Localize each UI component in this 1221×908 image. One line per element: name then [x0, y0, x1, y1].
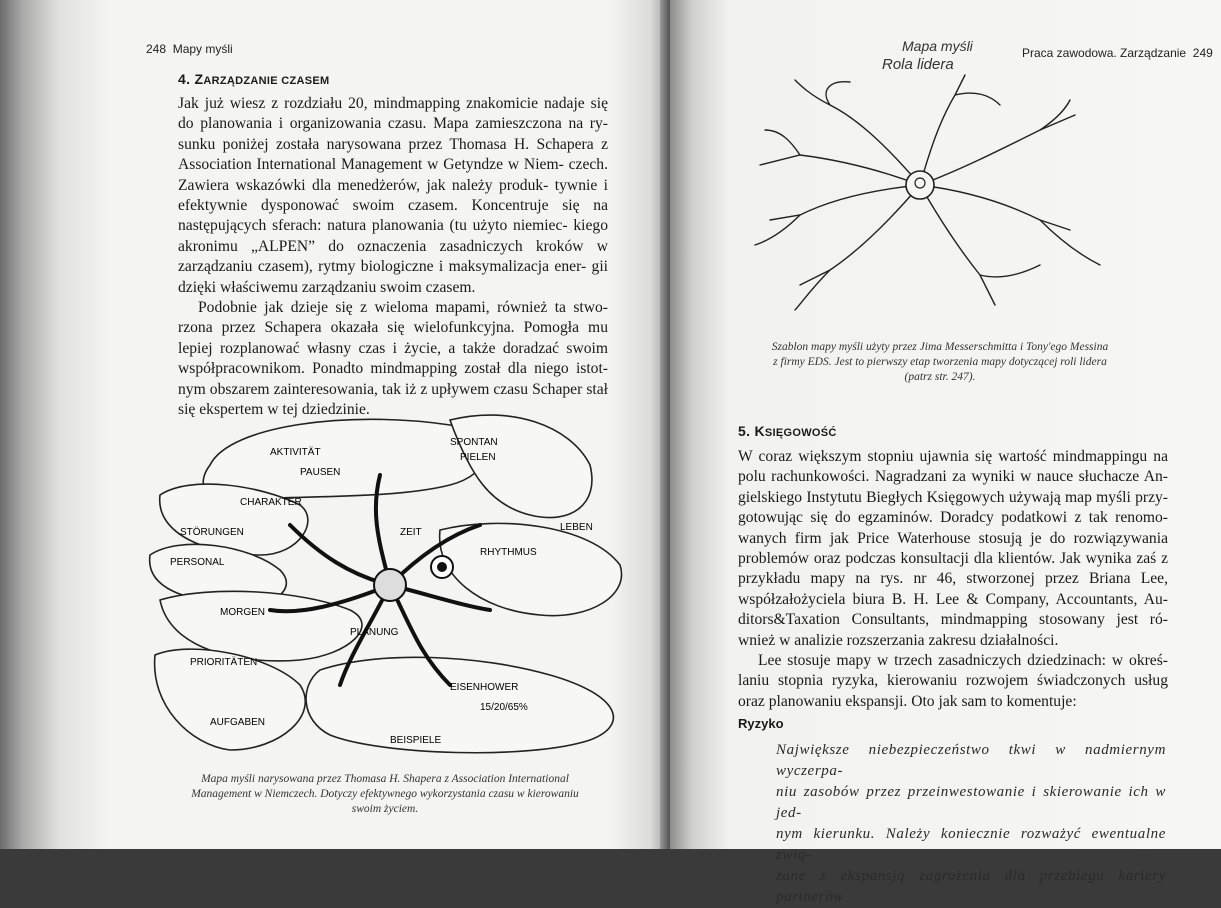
template-branch	[1040, 100, 1070, 130]
caption-line: Szablon mapy myśli użyty przez Jima Messerschmitta i Tony'ego Messina	[771, 341, 1109, 353]
text-line: z przykładu mapy na rys. nr 46, stworzonej przez Briana Lee,	[738, 550, 1168, 588]
template-branch	[795, 270, 830, 310]
template-branch	[1040, 220, 1100, 265]
map-label: CHARAKTER	[240, 497, 302, 508]
template-branch	[795, 80, 920, 185]
section-number: 5.	[738, 423, 751, 439]
template-branch	[800, 185, 920, 285]
map-centre-globe	[374, 569, 406, 601]
text-line: oraz planowaniu ekspansji. Oto jak sam to komentuje:	[738, 692, 1077, 710]
map-label: PAUSEN	[300, 467, 341, 478]
map-label: PLANUNG	[350, 627, 399, 638]
map-bubble	[440, 523, 622, 615]
text-line: stał się ekspertem w tej dziedzinie.	[178, 380, 608, 419]
map-label: 15/20/65%	[480, 702, 528, 713]
template-branch	[980, 265, 1040, 277]
text-line: Lee stosuje mapy w trzech zasadniczych dziedzinach: w okreś-	[758, 652, 1168, 670]
section-title-initial: Z	[194, 71, 204, 87]
text-line: kiego akronimu „ALPEN” do oznaczenia zasadniczych kroków	[178, 217, 608, 255]
subheading-risk: Ryzyko	[738, 716, 784, 731]
time-management-mind-map	[150, 405, 640, 765]
quote-line: nym kierunku. Należy koniecznie rozważyć ewentualne zwią-	[776, 826, 1166, 863]
text-line: gotowując się do egzaminów. Doradcy podatkowi z tak renomo-	[738, 509, 1168, 527]
text-line: ditors&Taxation Consultants, mindmapping stosowany jest ró-	[738, 611, 1168, 629]
text-line: wnież w analizie rozszerzania zakresu działalności.	[738, 631, 1059, 649]
text-line: współpracownikom. Ponadto mindmapping został dla niego istot-	[178, 360, 608, 378]
section-title-rest: SIĘGOWOŚĆ	[764, 427, 837, 439]
map-label: PRIORITÄTEN	[190, 657, 258, 668]
map-label: MORGEN	[220, 607, 265, 618]
right-figure-caption	[740, 340, 1140, 385]
right-paragraph-1	[738, 447, 1168, 651]
map-label: AUFGABEN	[210, 717, 266, 728]
map-branch	[290, 525, 390, 585]
text-line: tywnie i efektywnie dysponować swoim czasem. Koncentruje się	[178, 176, 608, 215]
map-label: STÖRUNGEN	[180, 527, 244, 538]
drawing-title-line1: Mapa myśli	[902, 38, 973, 54]
text-line: gii dzięki właściwemu zarządzaniu swoim czasem.	[178, 258, 608, 296]
text-line: sunku poniżej została narysowana przez Thomasa H. Schapera	[178, 135, 594, 153]
left-figure-caption	[170, 772, 600, 817]
map-label: AKTIVITÄT	[270, 447, 321, 458]
template-branch	[770, 185, 920, 220]
map-label: PERSONAL	[170, 557, 225, 568]
map-label: BEISPIELE	[390, 735, 442, 746]
caption-line: z firmy EDS. Jest to pierwszy etap tworzenia mapy dotyczącej roli lidera	[773, 356, 1107, 368]
left-page-number: 248	[146, 42, 167, 56]
text-line: lepiej rozplanować własny czas i życie, a także doradzać swoim	[178, 339, 608, 357]
text-line: laniu stopnia ryzyka, kierowaniu rozwojem świadczonych usług	[738, 672, 1168, 690]
template-branch	[955, 93, 1000, 105]
template-branch	[920, 185, 995, 305]
text-line: nym obszarem zainteresowania, tak iż z upływem czasu Schaper	[178, 380, 583, 398]
section-title-accounting	[738, 423, 837, 439]
right-paragraph-2	[738, 651, 1168, 712]
left-running-head	[146, 42, 233, 56]
text-line: problemów oraz podczas konsultacji dla klientów. Jak wynika zaś	[738, 550, 1157, 568]
map-label: LEBEN	[560, 522, 593, 533]
section-title-time-management	[178, 71, 329, 87]
text-line: gielskiego Instytutu Biegłych Księgowych używają map myśli przy-	[738, 488, 1168, 506]
left-paragraph-1	[178, 94, 608, 298]
template-branch	[765, 130, 800, 155]
leader-role-template-drawing	[740, 70, 1140, 325]
quote-line: niu zasobów przez przeinwestowanie i skierowanie ich w jed-	[776, 784, 1166, 821]
left-running-title: Mapy myśli	[172, 42, 233, 56]
template-branch	[755, 215, 800, 245]
section-number: 4.	[178, 71, 191, 87]
map-bubble	[450, 415, 592, 518]
caption-line: Management w Niemczech. Dotyczy efektywnego wykorzystania czasu w kierowaniu	[191, 788, 579, 800]
left-body-text	[178, 94, 608, 421]
template-branch	[760, 155, 920, 185]
text-line: Jak już wiesz z rozdziału 20, mindmapping znakomicie nadaje się	[178, 95, 608, 112]
right-running-head	[1022, 46, 1213, 60]
map-label: ZEIT	[400, 527, 422, 538]
caption-line: (patrz str. 247).	[904, 371, 976, 383]
map-bubble	[306, 657, 613, 752]
section-title-rest: ARZĄDZANIE CZASEM	[203, 75, 330, 87]
map-label: SPONTAN	[450, 437, 498, 448]
risk-quote	[776, 740, 1166, 908]
text-line: polu rachunkowości. Nagradzani za wyniki w nauce słuchacze An-	[738, 468, 1168, 486]
drawing-title-line2: Rola lidera	[882, 56, 954, 73]
right-page-number: 249	[1192, 46, 1213, 60]
text-line: W coraz większym stopniu ujawnia się wartość mindmappingu na	[738, 448, 1168, 465]
text-line: czech. Zawiera wskazówki dla menedżerów, jak należy produk-	[178, 156, 608, 194]
text-line: rzona przez Schapera okazała się wielofunkcyjna. Pomogła mu	[178, 319, 608, 337]
template-branch	[920, 75, 965, 185]
text-line: na następujących sferach: natura planowania (tu użyto niemiec-	[178, 197, 608, 235]
template-centre	[906, 171, 934, 199]
template-branch	[826, 82, 850, 105]
right-body-text	[738, 447, 1168, 712]
text-line: w zarządzaniu czasem), rytmy biologiczne i maksymalizacja ener-	[178, 237, 608, 276]
caption-line: Mapa myśli narysowana przez Thomasa H. Shapera z Association International	[201, 773, 569, 785]
right-page	[670, 0, 1221, 905]
quote-line: zane z ekspansją zagrożenia dla przebiegu kariery partnerów	[776, 868, 1166, 905]
caption-line: swoim życiem.	[351, 803, 419, 815]
text-line: do planowania i organizowania czasu. Mapa zamieszczona na ry-	[178, 115, 608, 133]
map-label: RHYTHMUS	[480, 547, 537, 558]
text-line: współzałożyciela biura B. H. Lee & Company, Accountants, Au-	[738, 590, 1168, 608]
section-title-initial: K	[754, 423, 765, 439]
map-label: PIELEN	[460, 452, 496, 463]
text-line: wanych firm jak Price Waterhouse stosują je do rozwiązywania	[738, 529, 1168, 547]
right-running-title: Praca zawodowa. Zarządzanie	[1022, 46, 1187, 60]
left-paragraph-2	[178, 298, 608, 420]
text-line: z Association International Management w Getyndze w Niem-	[178, 135, 608, 174]
quote-line: Największe niebezpieczeństwo tkwi w nadmiernym wyczerpa-	[776, 742, 1166, 779]
map-label: EISENHOWER	[450, 682, 519, 693]
text-line: Podobnie jak dzieje się z wieloma mapami, również ta stwo-	[198, 299, 608, 317]
template-branch	[920, 115, 1075, 185]
